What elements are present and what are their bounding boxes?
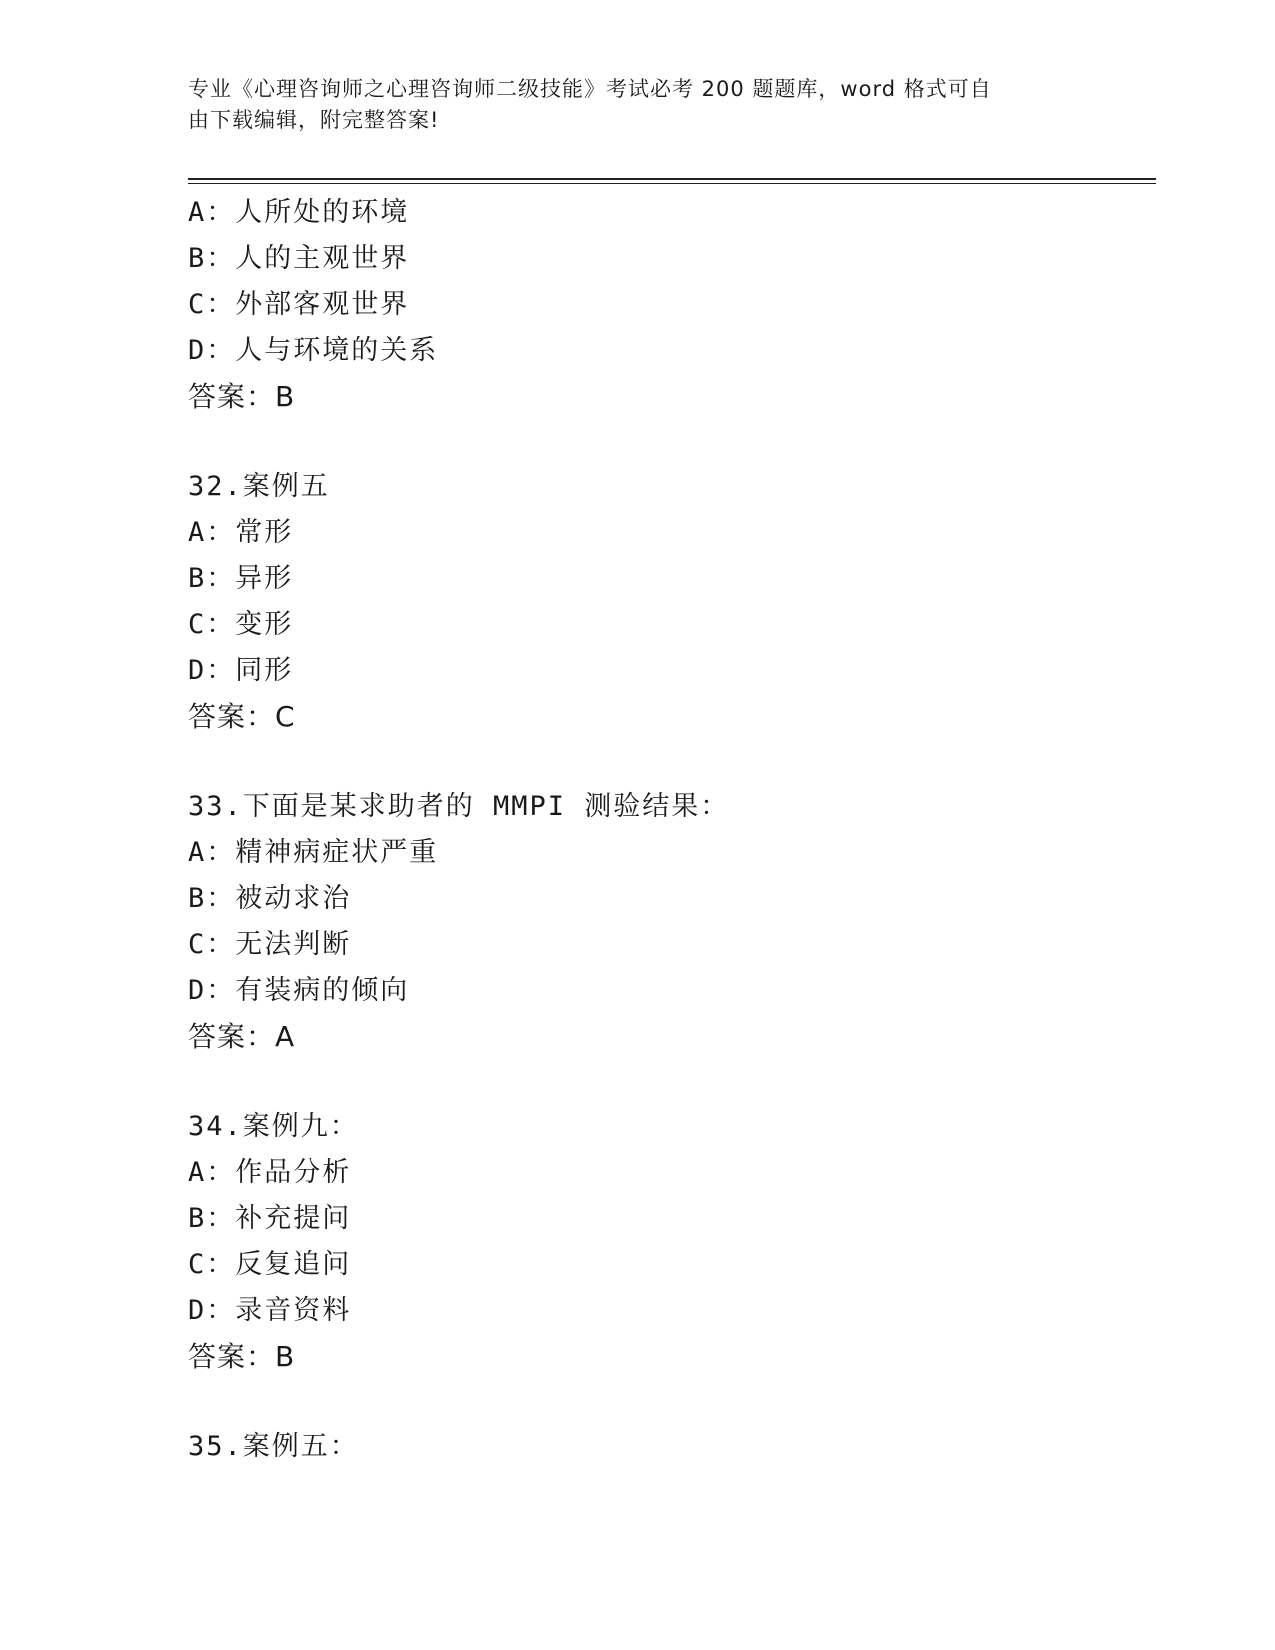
- option-a: A：常形: [188, 517, 294, 548]
- option-c: C：变形: [188, 609, 294, 640]
- option-c: C：无法判断: [188, 929, 352, 960]
- document-header: [188, 74, 1078, 136]
- question-title: 33.下面是某求助者的 MMPI 测验结果：: [188, 791, 730, 822]
- option-b: B：人的主观世界: [188, 243, 410, 274]
- option-b: B：异形: [188, 563, 294, 594]
- answer-line: 答案：B: [188, 1340, 296, 1373]
- answer-line: 答案：C: [188, 700, 296, 733]
- answer-line: 答案：A: [188, 1020, 296, 1053]
- option-d: D：录音资料: [188, 1295, 352, 1326]
- option-c: C：反复追问: [188, 1249, 352, 1280]
- option-b: B：被动求治: [188, 883, 352, 914]
- answer-line: 答案：B: [188, 380, 296, 413]
- header-divider-thick: [188, 178, 1156, 180]
- option-a: A：作品分析: [188, 1157, 352, 1188]
- header-line-2: 由下载编辑，附完整答案!: [188, 108, 440, 132]
- header-divider-thin: [188, 183, 1156, 184]
- header-line-1: 专业《心理咨询师之心理咨询师二级技能》考试必考 200 题题库，word 格式可自: [188, 77, 992, 101]
- question-list: [188, 190, 1148, 1470]
- question-block: [188, 1424, 1148, 1470]
- option-d: D：有装病的倾向: [188, 975, 410, 1006]
- question-block: [188, 784, 1148, 1060]
- option-d: D：人与环境的关系: [188, 335, 439, 366]
- question-block: [188, 464, 1148, 740]
- option-a: A：精神病症状严重: [188, 837, 439, 868]
- option-d: D：同形: [188, 655, 294, 686]
- option-a: A：人所处的环境: [188, 197, 410, 228]
- question-title: 32.案例五: [188, 471, 330, 502]
- option-b: B：补充提问: [188, 1203, 352, 1234]
- question-title: 35.案例五：: [188, 1431, 359, 1462]
- question-block: [188, 1104, 1148, 1380]
- question-title: 34.案例九：: [188, 1111, 359, 1142]
- question-block: [188, 190, 1148, 420]
- option-c: C：外部客观世界: [188, 289, 410, 320]
